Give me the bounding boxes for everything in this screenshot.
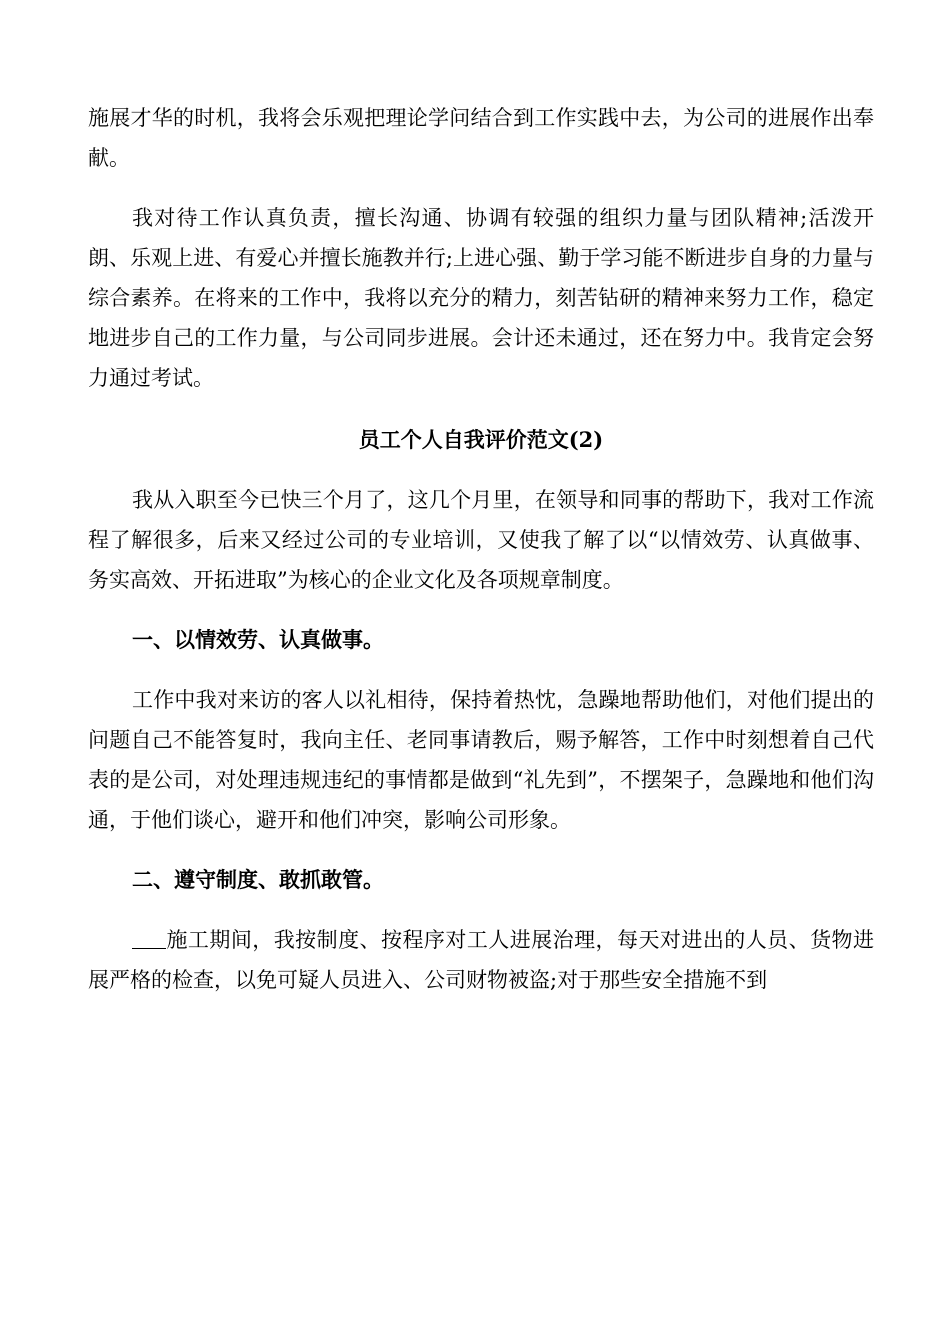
paragraph-construction [88, 920, 874, 1000]
fill-in-blank [132, 926, 166, 949]
paragraph-construction-text: 施工期间，我按制度、按程序对工人进展治理，每天对进出的人员、货物进展严格的检查，以免可疑人员进入、公司财物被盗;对于那些安全措施不到 [88, 928, 874, 992]
paragraph-intro: 我从入职至今已快三个月了，这几个月里，在领导和同事的帮助下，我对工作流程了解很多，后来又经过公司的专业培训，又使我了解了以“以情效劳、认真做事、务实高效、开拓进取”为核心的企业文化及各项规章制度。 [88, 488, 874, 592]
section-title: 员工个人自我评价范文(2) [358, 427, 604, 452]
document-page [88, 98, 874, 1000]
paragraph-service: 工作中我对来访的客人以礼相待，保持着热忱，急躁地帮助他们，对他们提出的问题自己不能答复时，我向主任、老同事请教后，赐予解答，工作中时刻想着自己代表的是公司，对处理违规违纪的事情都是做到“礼先到”，不摆架子，急躁地和他们沟通，于他们谈心，避开和他们冲突，影响公司形象。 [88, 688, 874, 832]
paragraph-continuation: 施展才华的时机，我将会乐观把理论学问结合到工作实践中去，为公司的进展作出奉献。 [88, 106, 874, 170]
heading-one: 一、以情效劳、认真做事。 [132, 627, 384, 652]
paragraph-self-assessment: 我对待工作认真负责，擅长沟通、协调有较强的组织力量与团队精神;活泼开朗、乐观上进、有爱心并擅长施教并行;上进心强、勤于学习能不断进步自身的力量与综合素养。在将来的工作中，我将以充分的精力，刻苦钻研的精神来努力工作，稳定地进步自己的工作力量，与公司同步进展。会计还未通过，还在努力中。我肯定会努力通过考试。 [88, 206, 874, 390]
heading-two: 二、遵守制度、敢抓敢管。 [132, 867, 384, 892]
